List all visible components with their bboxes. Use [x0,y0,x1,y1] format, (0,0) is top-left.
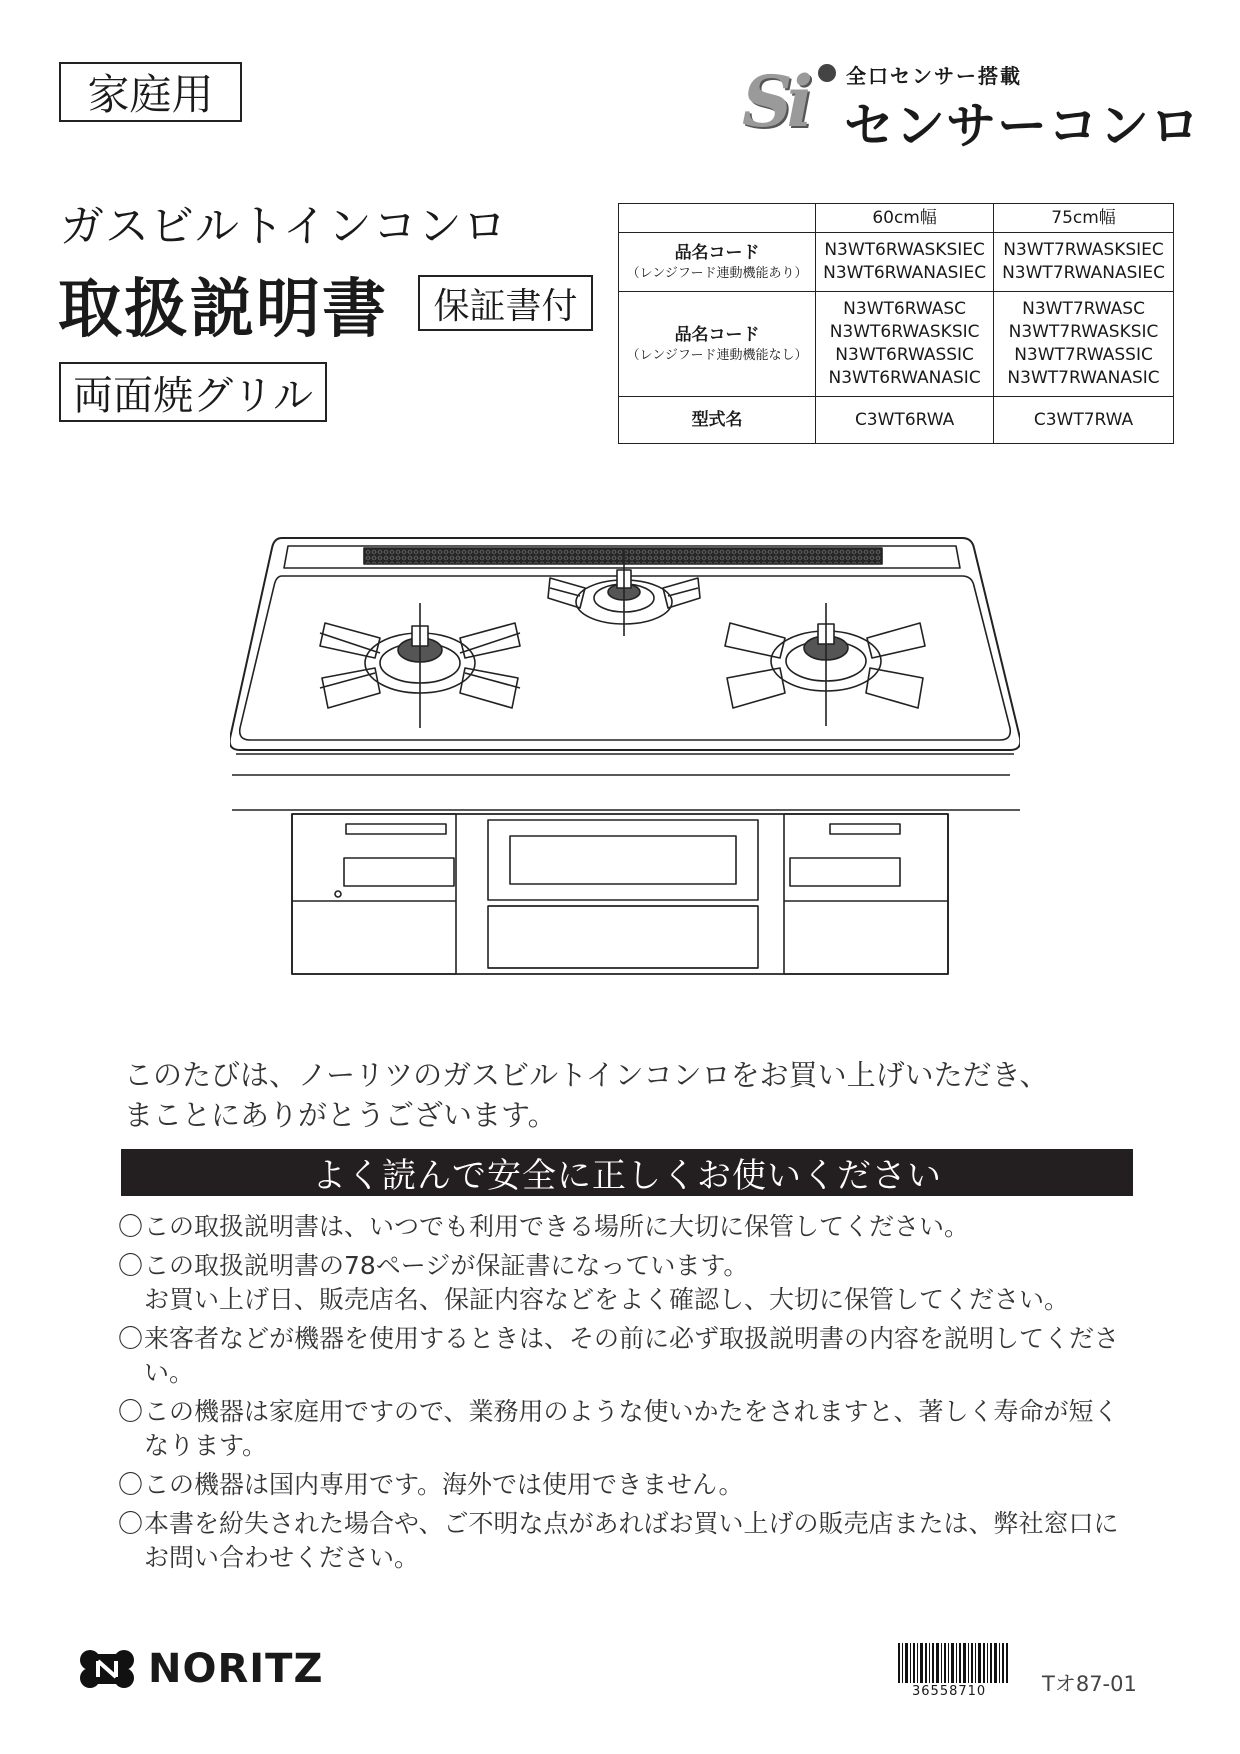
document-code: Tオ87-01 [1042,1672,1137,1696]
table-row [619,292,1174,397]
circle-bullet-icon: 〇 [118,1397,144,1426]
list-item [118,1395,1148,1463]
row-label-cell [619,292,816,397]
greeting-line: このたびは、ノーリツのガスビルトインコンロをお買い上げいただき、 [124,1058,1049,1092]
list-item [118,1507,1148,1575]
table-header-cell [619,204,816,233]
note-text: この取扱説明書の78ページが保証書になっています。 お買い上げ日、販売店名、保証内容などをよく確認し、大切に保管してください。 [144,1251,1070,1314]
model-code: N3WT6RWASC [843,299,967,319]
table-row [619,397,1174,444]
circle-bullet-icon: 〇 [118,1212,144,1241]
safety-banner: よく読んで安全に正しくお使いください [121,1149,1133,1196]
household-use-label: 家庭用 [59,62,242,122]
circle-bullet-icon: 〇 [118,1509,144,1538]
noritz-mark-icon [76,1649,138,1689]
table-header-cell: 75cm幅 [994,204,1174,233]
list-item [118,1322,1148,1390]
page-title: 取扱説明書 [58,273,388,347]
list-item [118,1468,1148,1502]
barcode-icon [898,1643,1010,1683]
circle-bullet-icon: 〇 [118,1324,144,1353]
row-label: 品名コード [674,324,760,345]
table-header-row [619,204,1174,233]
row-label-cell [619,233,816,292]
list-item [118,1249,1148,1317]
note-text: この機器は家庭用ですので、業務用のような使いかたをされますと、著しく寿命が短く なります。 [144,1397,1119,1460]
notes-list [118,1210,1148,1580]
table-cell [994,292,1174,397]
burner-right-icon [725,603,925,726]
table-cell [816,233,994,292]
barcode-number: 36558710 [912,1684,987,1699]
model-code: N3WT7RWASKSIEC [1003,240,1164,260]
model-code: N3WT6RWASSIC [835,345,974,365]
product-subtitle: ガスビルトインコンロ [60,201,508,252]
table-header-cell: 60cm幅 [816,204,994,233]
circle-bullet-icon: 〇 [118,1251,144,1280]
model-name: C3WT6RWA [854,409,955,430]
row-label: 型式名 [691,409,743,430]
table-row [619,233,1174,292]
model-code: N3WT6RWANASIC [828,368,981,388]
warranty-badge: 保証書付 [418,275,593,331]
table-cell [994,233,1174,292]
model-code: N3WT6RWANASIEC [823,263,987,283]
table-cell [994,397,1174,444]
row-label-cell [619,397,816,444]
list-item [118,1210,1148,1244]
model-code: N3WT7RWASKSIC [1008,322,1159,342]
brand-tagline: 全口センサー搭載 [846,64,1022,88]
note-text: この機器は国内専用です。海外では使用できません。 [144,1470,744,1499]
circle-bullet-icon: 〇 [118,1470,144,1499]
model-code: N3WT7RWANASIC [1007,368,1160,388]
cooktop-illustration [230,528,1020,988]
model-code: N3WT7RWASSIC [1014,345,1153,365]
table-cell [816,397,994,444]
burner-left-icon [320,603,520,728]
model-code: N3WT6RWASKSIEC [824,240,985,260]
model-name: C3WT7RWA [1033,409,1134,430]
brand-mark: Si [742,60,808,143]
brand-name: センサーコンロ [844,97,1201,155]
greeting-text [124,1055,1049,1135]
note-text: 本書を紛失された場合や、ご不明な点があればお買い上げの販売店または、弊社窓口に お問い合わせください。 [144,1509,1119,1572]
note-text: 来客者などが機器を使用するときは、その前に必ず取扱説明書の内容を説明してください。 [144,1324,1120,1387]
bullet-dot-icon [818,64,836,82]
row-sublabel: （レンジフード連動機能なし） [626,347,808,363]
row-label: 品名コード [674,242,760,263]
model-code: N3WT7RWANASIEC [1002,263,1165,283]
note-text: この取扱説明書は、いつでも利用できる場所に大切に保管してください。 [144,1212,970,1241]
row-sublabel: （レンジフード連動機能あり） [626,265,808,281]
table-cell [816,292,994,397]
model-code: N3WT7RWASC [1022,299,1145,319]
model-table [618,203,1174,444]
company-name: NORITZ [148,1646,324,1692]
greeting-line: まことにありがとうございます。 [124,1098,557,1132]
noritz-logo [76,1646,323,1692]
model-code: N3WT6RWASKSIC [829,322,980,342]
feature-badge: 両面焼グリル [59,362,327,422]
